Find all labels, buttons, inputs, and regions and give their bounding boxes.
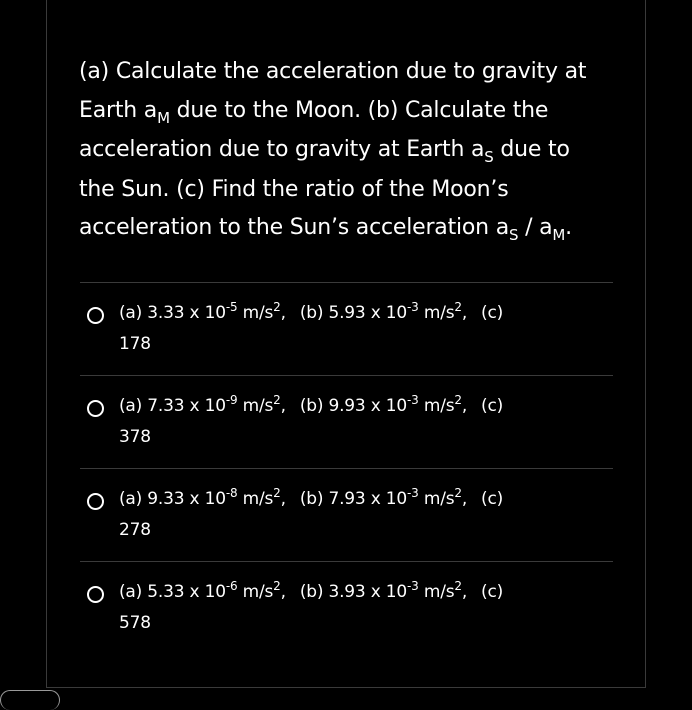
question-text-part: due to the Moon. (b) Calculate the — [169, 97, 549, 123]
unit: m/s — [237, 303, 274, 323]
separator: , — [461, 303, 468, 323]
answer-option-3[interactable] — [80, 468, 613, 561]
option-b-value: (b) 7.93 x 10 — [299, 489, 408, 509]
exponent: 2 — [454, 579, 462, 593]
option-c-value: 278 — [119, 520, 151, 540]
exponent: -9 — [225, 393, 238, 407]
exponent: -8 — [225, 486, 238, 500]
radio-button[interactable] — [87, 493, 104, 510]
answer-option-2[interactable] — [80, 375, 613, 468]
exponent: 2 — [273, 393, 281, 407]
option-c-value: 378 — [119, 427, 151, 447]
unit: m/s — [418, 489, 455, 509]
answer-option-4[interactable] — [80, 561, 613, 654]
unit: m/s — [418, 582, 455, 602]
exponent: -3 — [407, 393, 419, 407]
question-text-part: the Sun. (c) Find the ratio of the Moon’s — [79, 176, 509, 202]
question-line-4 — [79, 171, 599, 210]
radio-button[interactable] — [87, 400, 104, 417]
option-c-label: (c) — [481, 303, 504, 323]
exponent: 2 — [454, 300, 462, 314]
subscript: S — [484, 148, 494, 166]
option-b-value: (b) 5.93 x 10 — [299, 303, 408, 323]
question-line-1 — [79, 53, 599, 92]
answer-option-1[interactable] — [80, 282, 613, 375]
option-a-value: (a) 7.33 x 10 — [119, 396, 226, 416]
exponent: 2 — [273, 579, 281, 593]
option-c-label: (c) — [481, 582, 504, 602]
unit: m/s — [418, 303, 455, 323]
option-a-value: (a) 5.33 x 10 — [119, 582, 226, 602]
separator: , — [280, 303, 286, 323]
exponent: 2 — [454, 393, 462, 407]
exponent: -3 — [407, 300, 419, 314]
exponent: 2 — [273, 300, 281, 314]
question-text-part: acceleration to the Sun’s acceleration a — [79, 215, 509, 240]
answer-options — [80, 282, 613, 654]
separator: , — [461, 489, 468, 509]
answer-option-label[interactable] — [119, 298, 599, 360]
question-line-5 — [79, 209, 599, 249]
radio-button[interactable] — [87, 586, 104, 603]
unit: m/s — [237, 489, 274, 509]
answer-option-label[interactable] — [119, 577, 599, 639]
unit: m/s — [418, 396, 455, 416]
question-text-part: Earth a — [79, 97, 158, 123]
subscript: M — [552, 226, 566, 244]
exponent: -5 — [225, 300, 238, 314]
exponent: 2 — [454, 486, 462, 500]
option-b-value: (b) 9.93 x 10 — [299, 396, 408, 416]
answer-option-label[interactable] — [119, 391, 599, 453]
unit: m/s — [237, 396, 274, 416]
separator: , — [461, 582, 468, 602]
exponent: -3 — [407, 486, 419, 500]
option-c-label: (c) — [481, 396, 504, 416]
answer-option-label[interactable] — [119, 484, 599, 546]
exponent: -6 — [225, 579, 238, 593]
separator: , — [280, 582, 286, 602]
separator: , — [280, 396, 286, 416]
unit: m/s — [237, 582, 274, 602]
separator: , — [280, 489, 286, 509]
exponent: 2 — [273, 486, 281, 500]
question-text-part: due to — [493, 137, 570, 162]
question-text-part: / a — [518, 215, 553, 240]
subscript: S — [509, 226, 519, 244]
question-line-2 — [79, 92, 599, 132]
option-a-value: (a) 9.33 x 10 — [119, 489, 226, 509]
corner-tab — [0, 690, 60, 710]
separator: , — [461, 396, 468, 416]
exponent: -3 — [407, 579, 419, 593]
option-c-label: (c) — [481, 489, 504, 509]
option-c-value: 178 — [119, 334, 151, 354]
question-text — [79, 53, 599, 249]
option-b-value: (b) 3.93 x 10 — [299, 582, 408, 602]
question-text-part: acceleration due to gravity at Earth a — [79, 137, 485, 162]
question-text-part: (a) Calculate the acceleration due to gravity at — [79, 59, 587, 84]
question-text-part: . — [565, 215, 572, 240]
radio-button[interactable] — [87, 307, 104, 324]
option-c-value: 578 — [119, 613, 151, 633]
question-line-3 — [79, 131, 599, 171]
option-a-value: (a) 3.33 x 10 — [119, 303, 226, 323]
subscript: M — [157, 108, 170, 127]
